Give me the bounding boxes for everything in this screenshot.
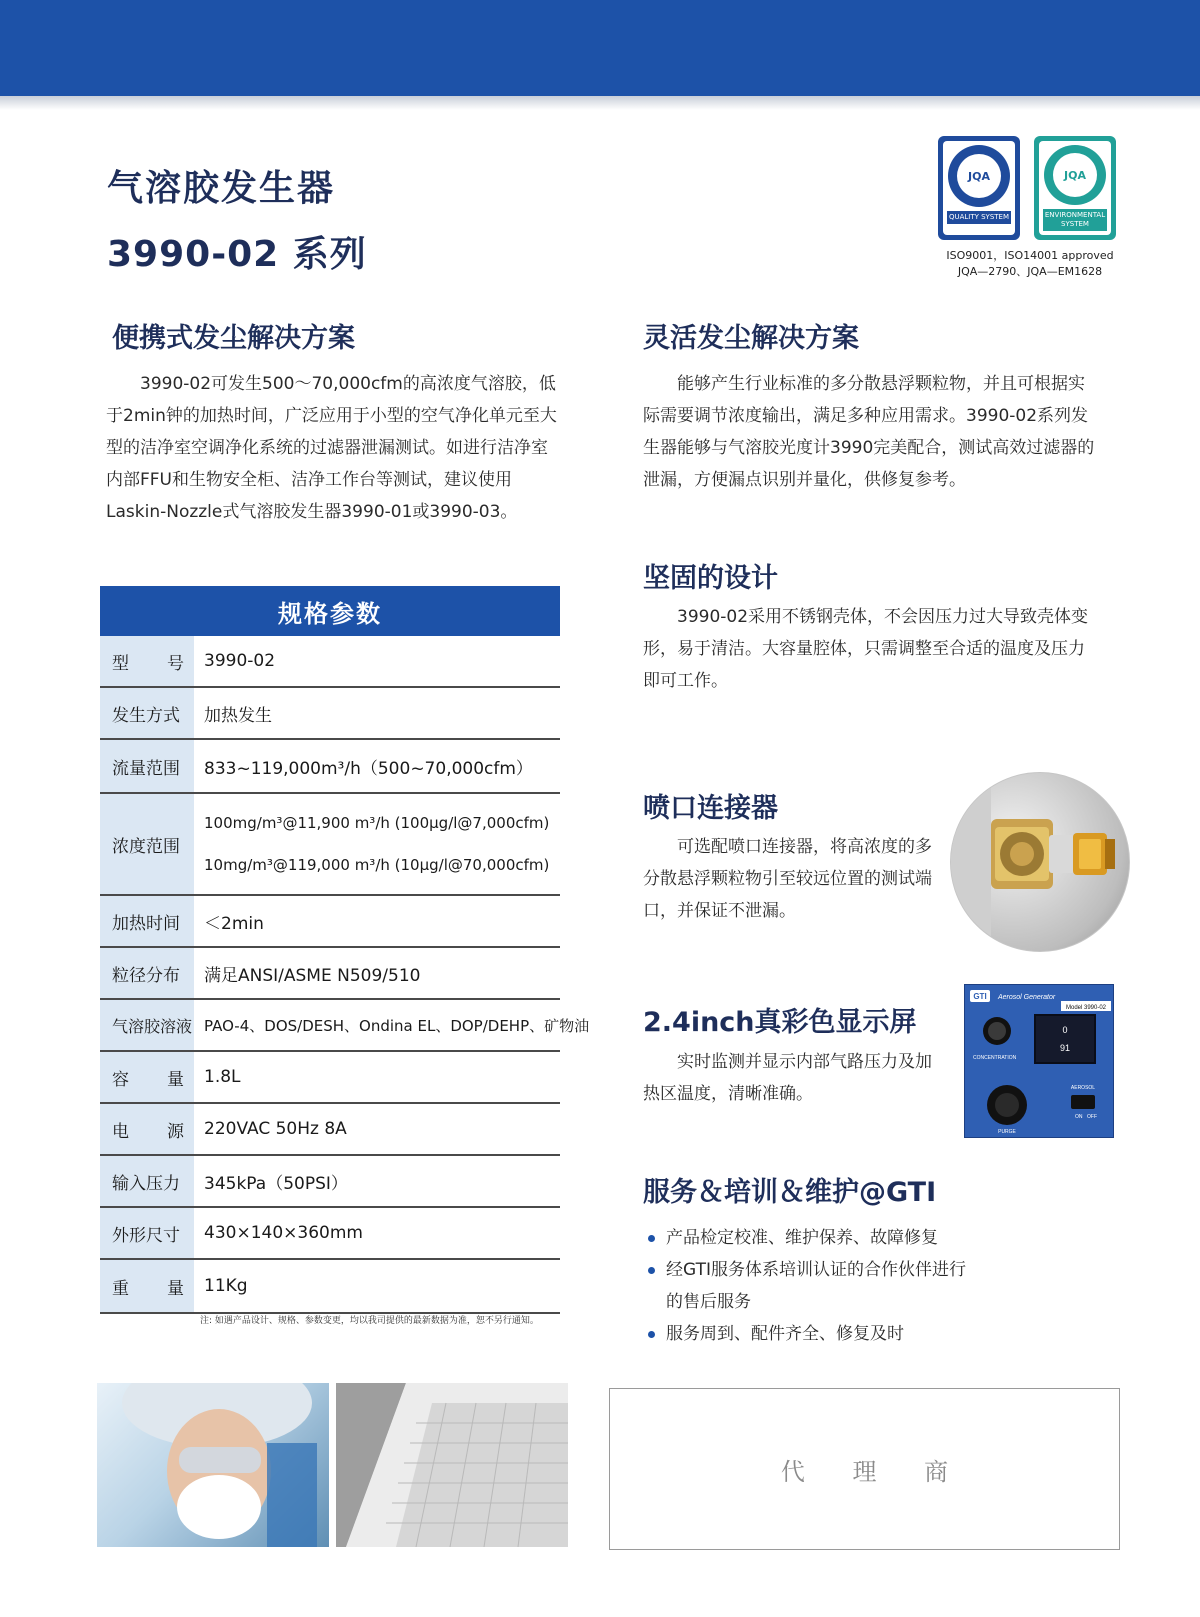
environmental-cert-badge	[1034, 136, 1116, 240]
nozzle-heading: 喷口连接器	[643, 793, 778, 824]
header-band	[0, 0, 1200, 96]
svg-text:91: 91	[1059, 1043, 1071, 1053]
spec-row-flow: 流量范围 833~119,000m³/h（500~70,000cfm）	[100, 740, 560, 794]
quality-cert-badge	[938, 136, 1020, 240]
flexible-heading: 灵活发尘解决方案	[643, 323, 859, 354]
svg-text:CONCENTRATION: CONCENTRATION	[973, 1055, 1017, 1061]
svg-text:Model 3990-02: Model 3990-02	[1065, 1005, 1107, 1011]
nozzle-connector-image	[950, 772, 1130, 952]
service-item: 服务周到、配件齐全、修复及时	[648, 1318, 978, 1350]
svg-text:0: 0	[1062, 1025, 1068, 1035]
spec-note: 注: 如遇产品设计、规格、参数变更，均以我司提供的最新数据为准，恕不另行通知。	[200, 1316, 539, 1326]
product-title: 气溶胶发生器	[107, 168, 336, 209]
svg-text:ON: ON	[1075, 1114, 1083, 1120]
sturdy-heading: 坚固的设计	[643, 563, 778, 594]
svg-text:Aerosol Generator: Aerosol Generator	[998, 994, 1056, 1001]
portable-heading: 便携式发尘解决方案	[112, 323, 355, 354]
spec-table	[100, 636, 590, 1314]
filter-grid-photo	[336, 1383, 568, 1547]
service-list	[648, 1222, 978, 1350]
environmental-cert-label: ENVIRONMENTAL SYSTEM	[1043, 209, 1107, 231]
spec-row-solution: 气溶胶溶液 PAO-4、DOS/DESH、Ondina EL、DOP/DEHP、矿物油	[100, 1000, 560, 1052]
spec-row-dimensions: 外形尺寸 430×140×360mm	[100, 1208, 560, 1260]
flexible-body: 能够产生行业标准的多分散悬浮颗粒物，并且可根据实际需要调节浓度输出，满足多种应用需求。3990-02系列发生器能够与气溶胶光度计3990完美配合，测试高效过滤器的泄漏，方便漏点识别并量化，供修复参考。	[643, 374, 1095, 490]
control-panel-image	[964, 984, 1114, 1138]
header-band-shadow	[0, 96, 1200, 110]
service-item: 产品检定校准、维护保养、故障修复	[648, 1222, 978, 1254]
spec-heading: 规格参数	[100, 586, 560, 636]
sturdy-body: 3990-02采用不锈钢壳体，不会因压力过大导致壳体变形，易于清洁。大容量腔体，只需调整至合适的温度及压力即可工作。	[643, 607, 1089, 691]
spec-row-particle-size: 粒径分布 满足ANSI/ASME N509/510	[100, 948, 560, 1000]
portable-body: 3990-02可发生500～70,000cfm的高浓度气溶胶，低于2min钟的加热时间，广泛应用于小型的空气净化单元至大型的洁净室空调净化系统的过滤器泄漏测试。如进行洁净室内部FFU和生物安全柜、洁净工作台等测试，建议使用Laskin-Nozzle式气溶胶发生器3990-01或3990-03。	[106, 374, 557, 522]
svg-text:OFF: OFF	[1087, 1114, 1097, 1120]
agent-box	[609, 1388, 1120, 1550]
agent-label: 代 理 商	[780, 1457, 969, 1486]
jqa-seal-icon: JQA	[948, 145, 1010, 207]
spec-row-concentration: 浓度范围 100mg/m³@11,900 m³/h (100μg/l@7,000cfm) 10mg/m³@119,000 m³/h (10μg/l@70,000cfm)	[100, 794, 560, 896]
svg-text:GTI: GTI	[973, 992, 987, 1001]
cert-note: ISO9001，ISO14001 approved JQA—2790、JQA—EM1628	[946, 249, 1114, 278]
jqa-seal-icon: JQA	[1044, 145, 1106, 205]
spec-row-heating-time: 加热时间 ＜2min	[100, 896, 560, 948]
service-heading: 服务＆培训＆维护@GTI	[643, 1177, 937, 1208]
spec-row-input-pressure: 输入压力 345kPa（50PSI）	[100, 1156, 560, 1208]
product-series: 3990-02 系列	[107, 234, 367, 275]
nozzle-body: 可选配喷口连接器，将高浓度的多分散悬浮颗粒物引至较远位置的测试端口，并保证不泄漏。	[643, 837, 932, 921]
svg-text:PURGE: PURGE	[998, 1129, 1016, 1135]
service-item: 经GTI服务体系培训认证的合作伙伴进行的售后服务	[648, 1254, 978, 1318]
spec-row-capacity: 容 量 1.8L	[100, 1052, 560, 1104]
quality-cert-label: QUALITY SYSTEM	[947, 211, 1011, 224]
spec-row-model: 型 号 3990-02	[100, 636, 560, 688]
spec-row-weight: 重 量 11Kg	[100, 1260, 560, 1314]
svg-text:AEROSOL: AEROSOL	[1070, 1085, 1096, 1091]
lab-technician-photo	[97, 1383, 329, 1547]
spec-row-power: 电 源 220VAC 50Hz 8A	[100, 1104, 560, 1156]
display-body: 实时监测并显示内部气路压力及加热区温度，清晰准确。	[643, 1052, 932, 1104]
spec-row-method: 发生方式 加热发生	[100, 688, 560, 740]
display-heading: 2.4inch真彩色显示屏	[643, 1007, 917, 1038]
